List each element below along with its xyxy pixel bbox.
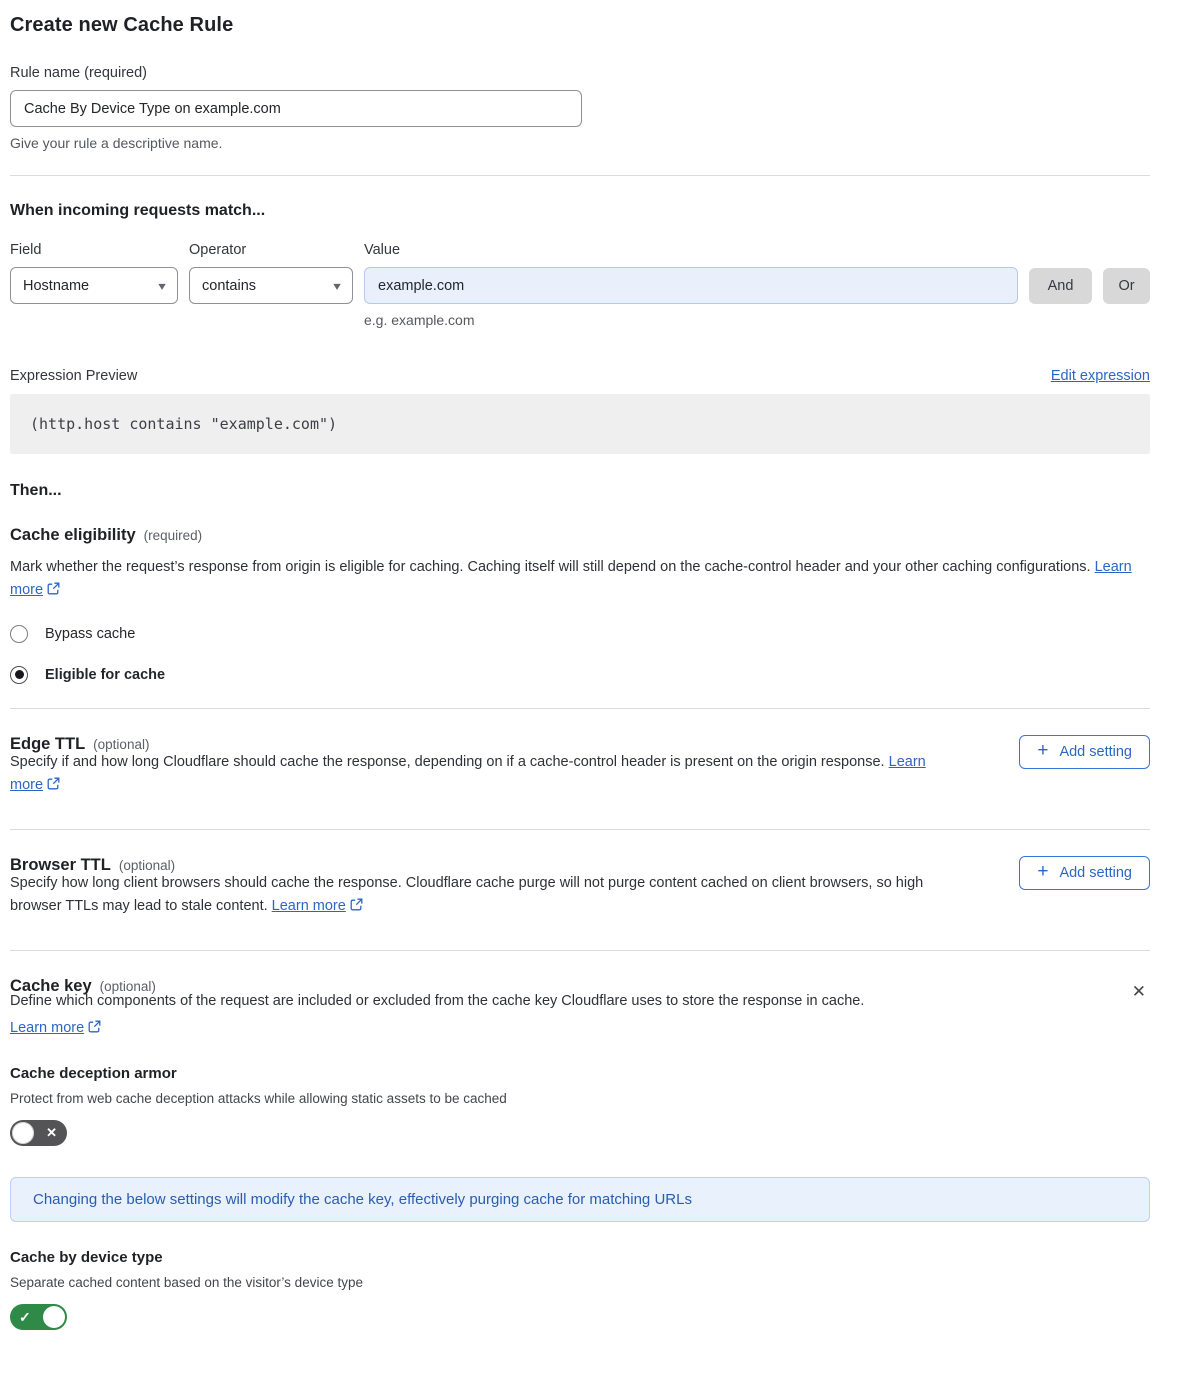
cache-eligibility-description (10, 556, 1150, 604)
page-title: Create new Cache Rule (10, 14, 234, 36)
cache-eligibility-description-text: Mark whether the request’s response from origin is eligible for caching. Caching itself will still depend on the cache-control header and your other caching configurations. (10, 559, 1091, 575)
external-link-icon (47, 775, 60, 798)
external-link-icon (47, 580, 60, 603)
cache-eligibility-qualifier: (required) (143, 528, 203, 543)
and-button[interactable]: And (1029, 268, 1092, 304)
cache-eligibility-header (10, 526, 1150, 545)
radio-eligible-for-cache-label: Eligible for cache (45, 666, 166, 683)
rule-name-input[interactable] (10, 90, 582, 127)
browser-ttl-description-text: Specify how long client browsers should cache the response. Cloudflare cache purge will not purge content cached on client browsers, so high browser TTLs may lead to stale content. (10, 874, 924, 915)
radio-eligible-for-cache[interactable] (10, 666, 1150, 684)
cache-deception-armor-description: Protect from web cache deception attacks while allowing static assets to be cached (10, 1091, 507, 1107)
add-setting-label: Add setting (1059, 864, 1132, 881)
cache-deception-armor-toggle[interactable] (10, 1120, 67, 1146)
external-link-icon (88, 1020, 101, 1038)
edge-ttl-description (10, 751, 935, 799)
cache-key-info-banner: Changing the below settings will modify the cache key, effectively purging cache for matching URLs (10, 1177, 1150, 1222)
divider (10, 175, 1150, 176)
value-label: Value (364, 242, 401, 258)
learn-more-link[interactable]: Learn more (10, 753, 926, 794)
learn-more-link[interactable]: Learn more (10, 1020, 85, 1037)
learn-more-link[interactable]: Learn more (10, 559, 1132, 599)
browser-ttl-add-setting-button[interactable] (1019, 856, 1150, 890)
radio-button-icon (10, 666, 28, 684)
external-link-icon (350, 896, 363, 919)
field-label: Field (10, 242, 42, 258)
rule-name-helper: Give your rule a descriptive name. (10, 135, 223, 151)
chevron-down-icon: ▾ (333, 278, 341, 293)
toggle-knob (12, 1122, 34, 1144)
edge-ttl-qualifier: (optional) (93, 736, 150, 752)
radio-bypass-cache-label: Bypass cache (45, 625, 136, 642)
cache-key-title: Cache key (10, 976, 92, 995)
divider (10, 950, 1150, 951)
browser-ttl-title: Browser TTL (10, 855, 111, 874)
cache-by-device-type-toggle[interactable] (10, 1304, 67, 1330)
or-button[interactable]: Or (1103, 268, 1150, 304)
edge-ttl-title: Edge TTL (10, 734, 86, 753)
field-select-value: Hostname (23, 277, 90, 294)
edge-ttl-description-text: Specify if and how long Cloudflare should cache the response, depending on if a cache-control header is present on the origin response. (10, 753, 885, 770)
plus-icon: + (1037, 740, 1049, 762)
learn-more-link[interactable]: Learn more (271, 898, 346, 915)
chevron-down-icon: ▾ (158, 278, 166, 293)
then-heading: Then... (10, 482, 62, 499)
value-input[interactable] (364, 267, 1018, 304)
cache-key-qualifier: (optional) (99, 978, 156, 994)
match-condition-row (10, 242, 1150, 328)
expression-code: (http.host contains "example.com") (10, 394, 1150, 454)
plus-icon: + (1037, 861, 1049, 883)
cache-deception-armor-title: Cache deception armor (10, 1065, 177, 1083)
close-icon[interactable]: ✕ (1128, 979, 1150, 1004)
add-setting-label: Add setting (1059, 743, 1132, 760)
browser-ttl-description (10, 872, 935, 920)
cache-by-device-type-description: Separate cached content based on the visitor’s device type (10, 1275, 363, 1291)
check-icon: ✓ (19, 1309, 31, 1326)
radio-bypass-cache[interactable] (10, 625, 1150, 643)
operator-select[interactable] (189, 267, 353, 304)
divider (10, 829, 1150, 830)
rule-name-label: Rule name (required) (10, 65, 148, 81)
radio-button-icon (10, 625, 28, 643)
cache-by-device-type-title: Cache by device type (10, 1249, 163, 1267)
cache-key-description: Define which components of the request are included or excluded from the cache key Cloudflare uses to store the response in cache. (10, 992, 865, 1009)
toggle-knob (43, 1306, 65, 1328)
value-helper: e.g. example.com (364, 312, 475, 328)
field-select[interactable] (10, 267, 178, 304)
expression-preview-row (10, 368, 1150, 384)
x-icon: ✕ (46, 1125, 57, 1141)
divider (10, 708, 1150, 709)
expression-preview-label: Expression Preview (10, 368, 138, 384)
edge-ttl-add-setting-button[interactable] (1019, 735, 1150, 769)
operator-select-value: contains (202, 277, 257, 294)
edit-expression-link[interactable]: Edit expression (1050, 368, 1150, 384)
match-heading: When incoming requests match... (10, 202, 266, 219)
operator-label: Operator (189, 242, 247, 258)
browser-ttl-qualifier: (optional) (118, 857, 176, 873)
cache-eligibility-title: Cache eligibility (10, 526, 136, 544)
